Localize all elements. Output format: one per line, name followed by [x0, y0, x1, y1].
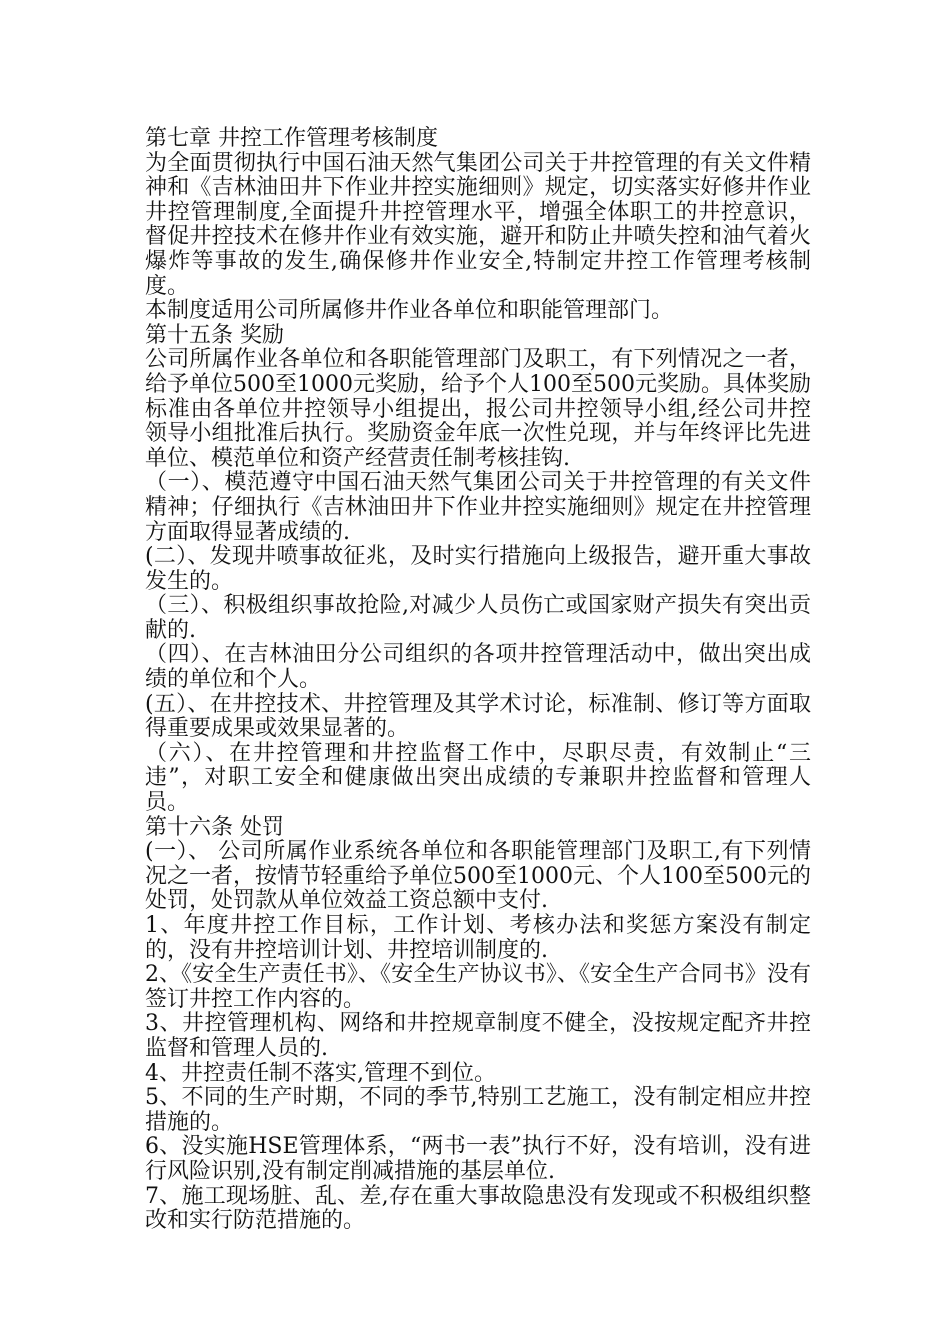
- reward-item: （四）、在吉林油田分公司组织的各项井控管理活动中，做出突出成绩的单位和个人。: [145, 642, 811, 693]
- penalty-item: 6、没实施HSE管理体系，“两书一表”执行不好，没有培训，没有进行风险识别,没有制定削减措施的基层单位.: [145, 1134, 811, 1184]
- scope-paragraph: 本制度适用公司所属修井作业各单位和职能管理部门。: [145, 298, 674, 324]
- reward-item: （六）、在井控管理和井控监督工作中，尽职尽责，有效制止“三违”，对职工安全和健康做出突出成绩的专兼职井控监督和管理人员。: [145, 740, 811, 816]
- reward-item: （三）、积极组织事故抢险,对减少人员伤亡或国家财产损失有突出贡献的.: [145, 593, 811, 643]
- article-15-title: 第十五条 奖励: [145, 322, 284, 348]
- penalty-item: 7、施工现场脏、乱、差,存在重大事故隐患没有发现或不积极组织整改和实行防范措施的。: [145, 1183, 811, 1234]
- penalty-item: 3、井控管理机构、网络和井控规章制度不健全，没按规定配齐井控监督和管理人员的.: [145, 1011, 811, 1061]
- article-16-intro: (一）、 公司所属作业系统各单位和各职能管理部门及职工,有下列情况之一者，按情节轻重给予单位500至1000元、个人100至500元的处罚，处罚款从单位效益工资总额中支付.: [145, 839, 811, 914]
- reward-item: (五）、在井控技术、井控管理及其学术讨论，标准制、修订等方面取得重要成果或效果显著的。: [145, 691, 811, 742]
- reward-item: (二）、发现井喷事故征兆，及时实行措施向上级报告，避开重大事故发生的。: [145, 544, 811, 594]
- article-16-title: 第十六条 处罚: [145, 814, 284, 840]
- article-15-intro: 公司所属作业各单位和各职能管理部门及职工，有下列情况之一者，给予单位500至1000元奖励，给予个人100至500元奖励。具体奖励标准由各单位井控领导小组提出，报公司井控领导小组,经公司井控领导小组批准后执行。奖励资金年底一次性兑现，并与年终评比先进单位、模范单位和资产经营责任制考核挂钩.: [145, 347, 811, 471]
- reward-item: （一）、模范遵守中国石油天然气集团公司关于井控管理的有关文件精神；仔细执行《吉林油田井下作业井控实施细则》规定在井控管理方面取得显著成绩的.: [145, 470, 811, 545]
- penalty-item: 2、《安全生产责任书》、《安全生产协议书》、《安全生产合同书》没有签订井控工作内容的。: [145, 962, 811, 1012]
- chapter-title: 第七章 井控工作管理考核制度: [145, 126, 438, 151]
- penalty-item: 4、井控责任制不落实,管理不到位。: [145, 1060, 496, 1086]
- penalty-item: 1、年度井控工作目标，工作计划、考核办法和奖惩方案没有制定的，没有井控培训计划、井控培训制度的.: [145, 913, 811, 963]
- penalty-item: 5、不同的生产时期，不同的季节,特别工艺施工，没有制定相应井控措施的。: [145, 1085, 811, 1135]
- document-body: [145, 127, 811, 1234]
- intro-paragraph: 为全面贯彻执行中国石油天然气集团公司关于井控管理的有关文件精神和《吉林油田井下作业井控实施细则》规定，切实落实好修井作业井控管理制度,全面提升井控管理水平，增强全体职工的井控意识，督促井控技术在修井作业有效实施，避开和防止井喷失控和油气着火爆炸等事故的发生,确保修井作业安全,特制定井控工作管理考核制度。: [145, 150, 811, 299]
